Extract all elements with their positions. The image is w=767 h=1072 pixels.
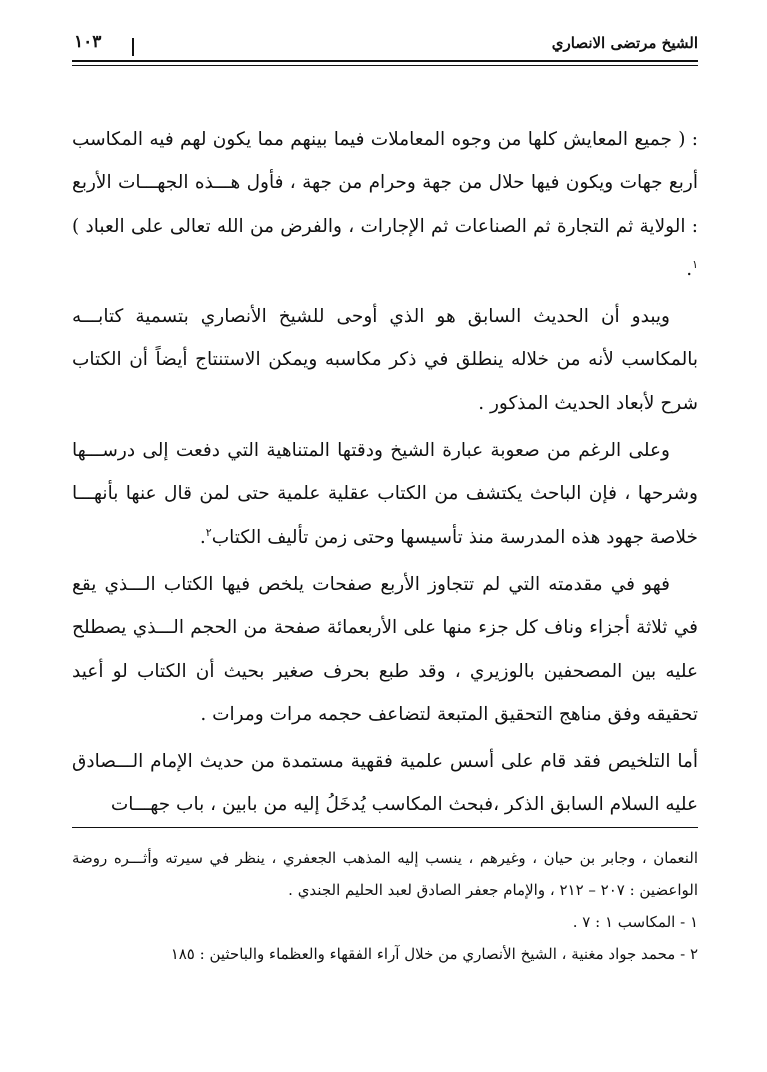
paragraph: ويبدو أن الحديث السابق هو الذي أوحى للشيخ الأنصاري بتسمية كتابـــه بالمكاسب لأنه من خلاله ينطلق في ذكر مكاسبه ويمكن الاستنتاج أيضاً أن الكتاب شرح لأبعاد الحديث المذكور . — [72, 306, 698, 414]
footnote: ١ - المكاسب ١ : ٧ . — [572, 913, 698, 931]
footnote: النعمان ، وجابر بن حيان ، وغيرهم ، ينسب إليه المذهب الجعفري ، ينظر في سيرته وأثـــره روضة الواعضين : ٢٠٧ – ٢١٢ ، والإمام جعفر الصادق لعبد الحليم الجندي . — [72, 849, 698, 899]
footnote-rule — [72, 827, 698, 828]
main-text — [72, 118, 698, 831]
paragraph: فهو في مقدمته التي لم تتجاوز الأربع صفحات يلخص فيها الكتاب الـــذي يقع في ثلاثة أجزاء وناف كل جزء منها على الأربعمائة صفحة من الحجم الـــذي يصطلح عليه بين المصحفين بالوزيري ، وقد طبع بحرف صغير بحيث أن الكتاب لو أعيد تحقيقه وفق مناهج التحقيق المتبعة لتضاعف حجمه مرات ومرات . — [72, 573, 698, 725]
page-number: ١٠٣ — [74, 32, 102, 52]
paragraph: : ( جميع المعايش كلها من وجوه المعاملات فيما بينهم مما يكون لهم فيه المكاسب أربع جهات ويكون فيها حلال من جهة وحرام من جهة ، فأول هـــذه الجهـــات الأربع : الولاية ثم التجارة ثم الصناعات ثم الإجارات ، والفرض من الله تعالى على العباد ) $^١$. — [72, 129, 698, 280]
page-header — [72, 28, 698, 64]
footnote-ref: ١ — [692, 257, 698, 271]
paragraph: أما التلخيص فقد قام على أسس علمية فقهية مستمدة من حديث الإمام الـــصادق عليه السلام السابق الذكر ،فبحث المكاسب يُدخَلُ إليه من بابين ، باب جهـــات — [72, 751, 698, 816]
footnote: ٢ - محمد جواد مغنية ، الشيخ الأنصاري من خلال آراء الفقهاء والعظماء والباحثين : ١٨٥ — [170, 945, 698, 963]
footnotes — [72, 842, 698, 970]
footnote-ref: ٢ — [205, 525, 212, 539]
header-tick-mark — [132, 38, 134, 56]
paragraph: وعلى الرغم من صعوبة عبارة الشيخ ودقتها المتناهية التي دفعت إلى درســـها وشرحها ، فإن الباحث يكتشف من الكتاب عقلية علمية حتى لمن قال عنها بأنهـــا خلاصة جهود هذه المدرسة منذ تأسيسها وحتى زمن تأليف الكتاب$^٢$. — [72, 440, 698, 548]
header-rule-thin — [72, 65, 698, 66]
running-title: الشيخ مرتضى الانصاري — [551, 34, 698, 52]
header-rule — [72, 60, 698, 62]
